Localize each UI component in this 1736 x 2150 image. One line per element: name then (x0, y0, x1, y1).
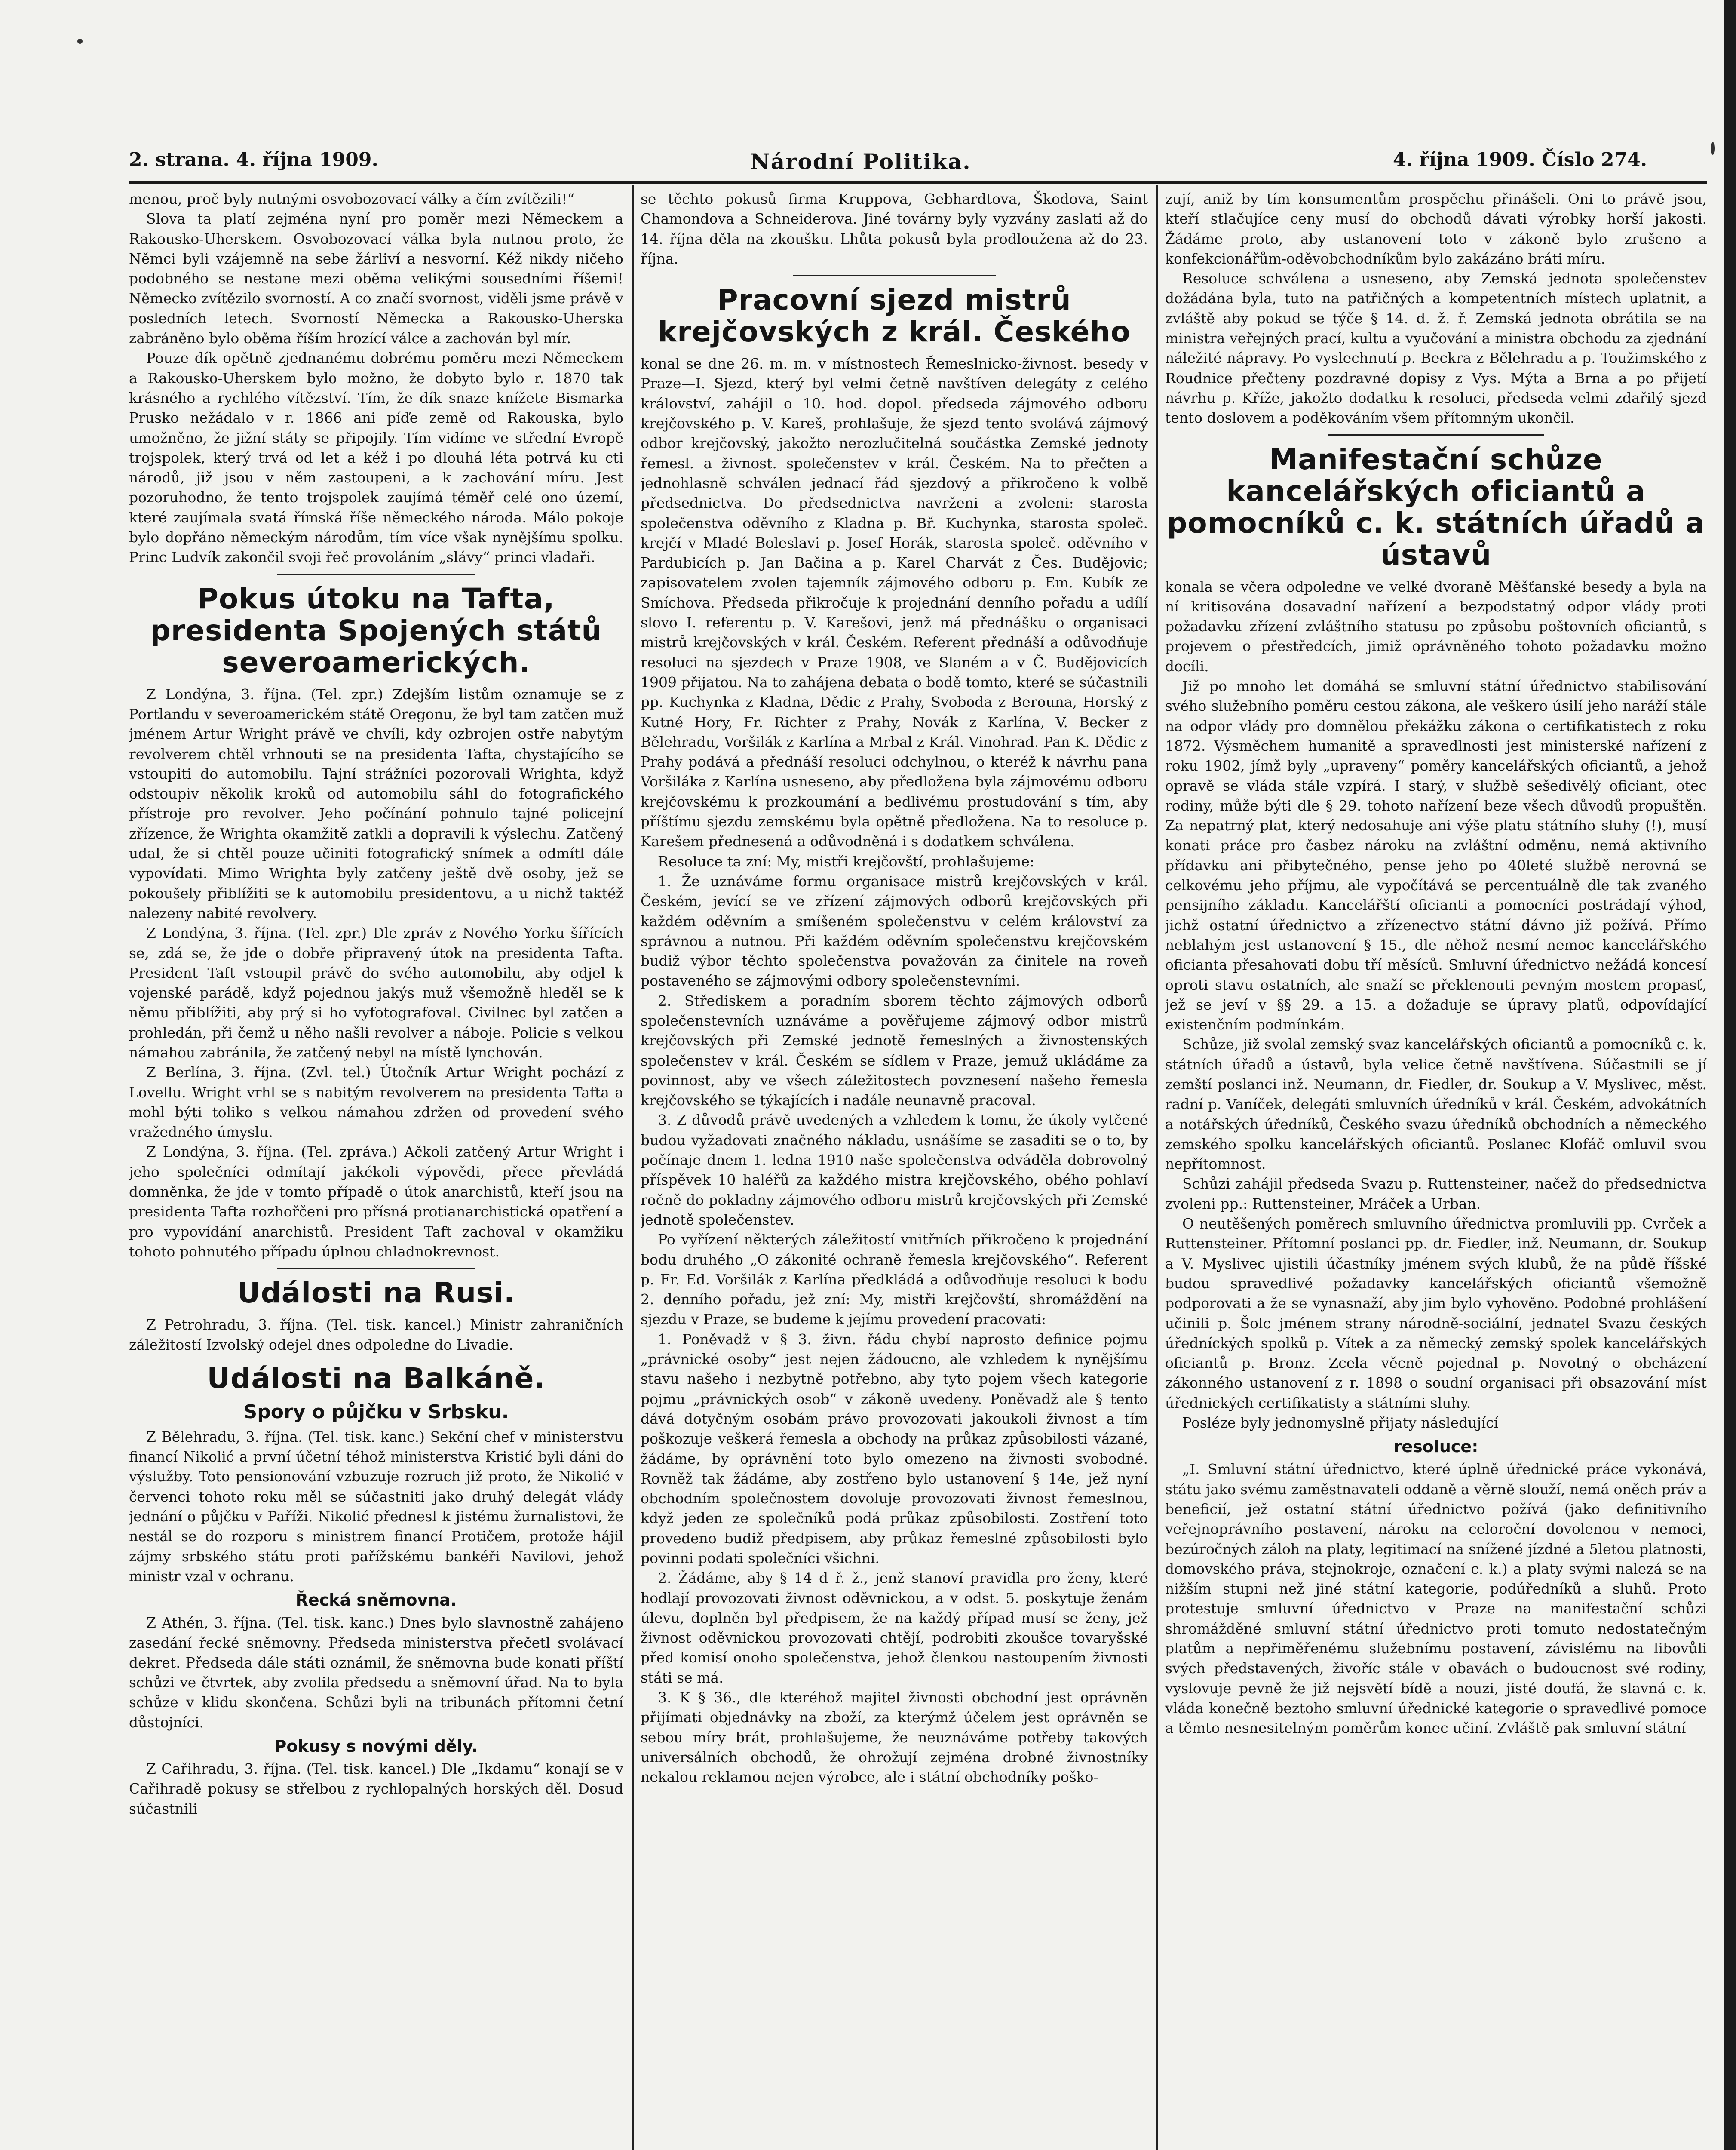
paragraph: Z Berlína, 3. října. (Zvl. tel.) Útočník Artur Wright pochází z Lovellu. Wright vrhl se s nabitým revolverem na presidenta Tafta a mohl býti toliko s velkou námahou zdržen od provedení svého vražedného úmyslu. (129, 1064, 623, 1141)
paragraph: Resoluce ta zní: My, mistři krejčovští, prohlašujeme: (658, 853, 1034, 870)
column-2 (641, 189, 1148, 2150)
header-date-right: 4. října 1909. Číslo 274. (1393, 149, 1647, 171)
column-3 (1165, 189, 1707, 2150)
ink-speck (77, 39, 83, 44)
paragraph: 3. Z důvodů právě uvedených a vzhledem k tomu, že úkoly vytčené budou vyžadovati značného nákladu, usnášíme se zasaditi se o to, by počínaje dnem 1. ledna 1910 naše společenstva odváděla dobrovolný příspěvek 10 haléřů za každého mistra krejčovského, obého pohlaví ročně do pokladny zájmového odboru mistrů krejčovských při Zemské jednotě společenstev. (641, 1112, 1148, 1228)
subheadline-cannon-tests: Pokusy s novými děly. (274, 1737, 478, 1756)
headline-balkan: Události na Balkáně. (207, 1361, 546, 1395)
paragraph: Již po mnoho let domáhá se smluvní státní úřednictvo stabilisování svého služebního poměru cestou zákona, ale veškero úsilí jeho naráží stále na odpor vlády pro domnělou překážku zákona o certifikatistech z roku 1872. Výsměchem humanitě a spravedlnosti jest ministerské nařízení z roku 1902, jímž byly „upraveny“ poměry kancelářských oficiantů, a jehož opravě se vláda stále vzpírá. I starý, v službě sešedivělý oficiant, otec rodiny, může býti dle § 29. tohoto nařízení beze všech důvodů propuštěn. Za nepatrný plat, který nedosahuje ani výše platu státního sluhy (!), musí konati práce pro časbez nároku na zvláštní odměnu, nemá aktivního přídavku ani přibytečného, pense jeho po 40leté službě nerovná se celkovému jeho příjmu, ale vypočítává se percentuálně dle tak zvaného pensijního základu. Kancelářští oficianti a pomocníci postrádají výhod, jichž ostatní úřednictvo a zřízenectvo státní dávno již požívá. Přímo neblahým jest ustanovení § 15., dle něhož nesmí nemoc kancelářského oficianta přesahovati dobu tří měsíců. Smluvní úřednictvo nežádá koncesí oproti stavu ostatních, ale snaží se překlenouti pevným mostem propasť, jež se jeví v §§ 29. a 15. a dožaduje se úpravy platů, odpovídající existenčním podmínkám. (1165, 678, 1707, 1033)
section-divider (277, 1268, 475, 1269)
paragraph: O neutěšených poměrech smluvního úřednictva promluvili pp. Cvrček a Ruttensteiner. Přítomní poslanci pp. dr. Fiedler, inž. Neumann, dr. Soukup a V. Myslivec ujistili účastníky jménem svých klubů, že na půdě říšské budou spravedlivé požadavky kancelářských oficiantů všemožně podporovati a že se vynasnaží, aby jim bylo vyhověno. Podobné prohlášení učinili p. Šolc jménem strany národně-sociální, jednatel Svazu českých úředníckých spolků p. Vítek a za německý zemský spolek kancelářských oficiantů p. Bronz. Zcela věcně pojednal p. Novotný o obcházení zákonného ustanovení z r. 1898 o soudní organisaci při obsazování míst úřednických certifikatisty a státními sluhy. (1165, 1215, 1707, 1411)
column-rule (632, 185, 634, 2150)
paragraph: Resoluce schválena a usneseno, aby Zemská jednota společenstev dožádána byla, tuto na patřičných a kompetentních místech uplatnit, a zvláště aby pokud se týče § 14. d. ž. ř. Zemská jednota obrátila se na ministra veřejných prací, kultu a vyučování a ministra obchodu za zjednání náležité nápravy. Po vyslechnutí p. Beckra z Bělehradu a p. Toužimského z Roudnice přečteny pozdravné dopisy z Vys. Mýta a Brna a po přijetí návrhu p. Kříže, jakožto dodatku k resoluci, předseda velmi zdařilý sjezd tento doslovem a poděkováním všem přítomným ukončil. (1165, 270, 1707, 427)
subheadline-resolutions: resoluce: (1393, 1437, 1478, 1456)
paragraph: 1. Že uznáváme formu organisace mistrů krejčovských v král. Českém, jevící se ve zřízení zájmových odborů krejčovských při každém oděvním a smíšeném společenstvu v celém království za správnou a nutnou. Při každém oděvním společenstvu krejčovském budiž výbor těchto společenstva považován za činitele na roveň postaveného se zájmovými odbory společenstevními. (641, 872, 1148, 989)
paragraph: Z Petrohradu, 3. října. (Tel. tisk. kancel.) Ministr zahraničních záležitostí Izvolský odejel dnes odpoledne do Livadie. (129, 1316, 623, 1353)
section-divider (277, 574, 475, 575)
paragraph: Z Londýna, 3. října. (Tel. zpr.) Dle zpráv z Nového Yorku šířících se, zdá se, že jde o dobře připravený útok na presidenta Tafta. President Taft vstoupil právě do svého automobilu, aby odjel k vojenské parádě, když pojednou jakýs muž všemožně hleděl se k němu přiblížiti, aby prý si ho vyfotografoval. Civilnec byl zatčen a prohledán, při čemž u něho našli revolver a náboje. Policie s velkou námahou zabránila, že zatčený nebyl na místě lynchován. (129, 924, 623, 1061)
paragraph: zují, aniž by tím konsumentům prospěchu přinášeli. Oni to právě jsou, kteří stlačujíce ceny musí do obchodů dávati výrobky horší jakosti. Žádáme proto, aby ustanovení toto v zákoně bylo zrušeno a konfekcionářům-oděvobchodníkům bylo zakázáno bráti míru. (1165, 190, 1707, 267)
paragraph: 3. K § 36., dle kteréhož majitel živnosti obchodní jest oprávněn přijímati objednávky na zboží, za kterýmž účelem jest oprávněn se sebou míry brát, prohlašujeme, že neuznáváme potřeby takových universálních obchodů, že ohrožují zejména drobné živnostníky nekalou reklamou nejen výrobce, ale i státní obchodníky poško- (641, 1689, 1148, 1786)
scan-edge (1724, 0, 1736, 2150)
headline-clerks-meeting: Manifestační schůze kancelářských oficiantů a pomocníků c. k. státních úřadů a ústavů (1167, 442, 1705, 571)
paragraph: konala se včera odpoledne ve velké dvoraně Měšťanské besedy a byla na ní kritisována dosavadní nařízení a bezpodstatný odpor vlády proti požadavku zřízení zvláštního statusu po způsobu poštovních oficiantů, s projevem o přestředcích, jimiž oprávněného tohoto požadavku možno docíli. (1165, 578, 1707, 675)
paragraph: konal se dne 26. m. m. v místnostech Řemeslnicko-živnost. besedy v Praze—I. Sjezd, který byl velmi četně navštíven delegáty z celého království, zahájil o 10. hod. dopol. předseda zájmového odboru krejčovského p. V. Kareš, prohlašuje, že sjezd tento svolává zájmový odbor krejčovský, jakožto nerozlučitelná součástka Zemské jednoty řemesl. a živnost. společenstev v král. Českém. Na to přečten a jednohlasně schválen jednací řád sjezdový a přikročeno k volbě předsednictva. Do předsednictva navrženi a zvoleni: starosta společenstva oděvního z Kladna p. Bř. Kuchynka, starosta společ. krejčí v Mladé Boleslavi p. Josef Horák, starosta společ. oděvního v Pardubicích p. Jan Bačina a p. Karel Charvát z Čes. Budějovic; zapisovatelem zvolen tajemník zájmového odboru p. Em. Kubík ze Smíchova. Předseda přikročuje k projednání denního pořadu a udílí slovo I. referentu p. V. Karešovi, jenž má přednášku o organisaci mistrů krejčovských v král. Českém. Referent přednáší a odůvodňuje resoluci na sjezdech v Praze 1908, ve Slaném a v Č. Budějovicích 1909 přijatou. Na to zahájena debata o bodě tomto, které se súčastnili pp. Kuchynka z Kladna, Dědic z Prahy, Svoboda z Berouna, Horský z Kutné Hory, Fr. Richter z Prahy, Novák z Karlína, V. Becker z Bělehradu, Voršilák z Karlína a Mrbal z Král. Vinohrad. Pan K. Dědic z Prahy podává a přednáší resoluci odchylnou, o kteréž k návrhu pana Voršiláka z Karlína usneseno, aby předložena byla zájmovému odboru krejčovskému k prozkoumání a bedlivému prostudování s tím, aby příštímu sjezdu zemskému byla opětně předložena. Na to resoluce p. Karešem přednesená a odůvodněná i s dodatkem schválena. (641, 355, 1148, 850)
paragraph: Po vyřízení některých záležitostí vnitřních přikročeno k projednání bodu druhého „O zákonité ochraně řemesla krejčovského“. Referent p. Fr. Ed. Voršilák z Karlína předkládá a odůvodňuje resoluci k bodu 2. denního pořadu, jež zní: My, mistři krejčovští, shromáždění na sjezdu v Praze, se budeme k jejímu provedení pracovati: (641, 1231, 1148, 1328)
paragraph: Z Londýna, 3. října. (Tel. zpráva.) Ačkoli zatčený Artur Wright i jeho společníci odmítají jakékoli výpovědi, přece převládá domněnka, že jde v tomto případě o útok anarchistů, kteří jsou na presidenta Tafta rozhořčeni pro přísná protianarchistická opatření a pro vypovídání anarchistů. President Taft zachoval v okamžiku tohoto pohnutého případu úplnou chladnokrevnost. (129, 1143, 623, 1260)
paragraph: Schůze, již svolal zemský svaz kancelářských oficiantů a pomocníků c. k. státních úřadů a ústavů, byla velice četně navštívena. Súčastnili se jí zemští poslanci inž. Neumann, dr. Fiedler, dr. Soukup a V. Myslivec, měst. radní p. Vaníček, delegáti smluvních úředníků v král. Českém, advokátních a notářských úředníků, Českého svazu úředníků obchodních a německého zemského spolku kancelářských oficiantů. Poslanec Klofáč omluvil svou nepřítomnost. (1165, 1036, 1707, 1173)
paragraph: Pouze dík opětně zjednanému dobrému poměru mezi Německem a Rakousko-Uherskem bylo možno, že dobyto bylo r. 1870 tak krásného a rychlého vítězství. Tím, že dík snaze knížete Bismarka Prusko nežádalo v r. 1866 ani píďe země od Rakouska, bylo umožněno, že jižní státy se připojily. Tím vidíme ve střední Evropě trojspolek, který trvá od let a kéž i po dlouhá léta potrvá ku cti národů, již jsou v něm zastoupeni, a k zachování míru. Jest pozoruhodno, že tento trojspolek zaujímá téměř celé ono území, které zaujímala svatá římská říše německého národa. Málo pokoje bylo dopřáno německým národům, tím více však nynějšímu spolku. Princ Ludvík zakončil svoji řeč provoláním „slávy“ princi vladaři. (129, 350, 623, 566)
paragraph: menou, proč byly nutnými osvobozovací války a čím zvítězili!“ (129, 190, 575, 207)
ink-speck (1711, 142, 1715, 155)
paragraph: Schůzi zahájil předseda Svazu p. Ruttensteiner, načež do předsednictva zvoleni pp.: Ruttensteiner, Mráček a Urban. (1165, 1175, 1707, 1212)
headline-tailors-congress: Pracovní sjezd mistrů krejčovských z král. Českého (658, 283, 1131, 349)
paragraph: Z Cařihradu, 3. října. (Tel. tisk. kancel.) Dle „Ikdamu“ konají se v Cařihradě pokusy se střelbou z rychlopalných horských děl. Dosud súčastnili (129, 1760, 623, 1817)
section-divider (793, 275, 996, 276)
paragraph: Z Athén, 3. října. (Tel. tisk. kanc.) Dnes bylo slavnostně zahájeno zasedání řecké sněmovny. Předseda ministerstva přečetl svolávací dekret. Předseda dále státi oznámil, že sněmovna bude konati příští schůzi ve čtvrtek, aby zvolila předsedu a sněmovní úřad. Na to byla schůze v klidu skončena. Schůzi byli na tribunách přítomni četní důstojníci. (129, 1614, 623, 1731)
paragraph: Z Bělehradu, 3. října. (Tel. tisk. kanc.) Sekční chef v ministerstvu financí Nikolić a první účetní téhož ministerstva Kristić byli dáni do výslužby. Toto pensionování vzbuzuje rozruch již proto, že Nikolić v červenci tohoto roku měl se súčastniti jako druhý delegát vlády jednání o půjčku v Paříži. Nikolić přednesl k jistému žurnalistovi, že nestál se do rozporu s ministrem financí Protičem, protože hájil zájmy srbského státu proti pařížskému bankéři Navilovi, jehož ministr vzal v ochranu. (129, 1428, 623, 1585)
paragraph: Slova ta platí zejména nyní pro poměr mezi Německem a Rakousko-Uherskem. Osvobozovací válka byla nutnou proto, že Němci byli vzájemně na sebe žárliví a nesvorní. Kéž nikdy ničeho podobného se nestane mezi oběma velikými sousedními říšemi! Německo zvítězilo svorností. A co značí svornost, viděli jsme právě v posledních letech. Svorností Německa a Rakousko-Uherska zabráněno bylo oběma říším hrozící válce a zachován byl mír. (129, 210, 623, 347)
header-date-left: 2. strana. 4. října 1909. (129, 149, 378, 171)
paragraph: 2. Střediskem a poradním sborem těchto zájmových odborů společenstevních uznáváme a pověřujeme zájmový odbor mistrů krejčovských při Zemské jednotě řemeslných a živnostenských společenstev v král. Českém se sídlem v Praze, jemuž ukládáme za povinnost, aby ve všech záležitostech povznesení našeho řemesla krejčovského se týkajících i nadále neunavně pracoval. (641, 992, 1148, 1109)
column-rule (1156, 185, 1158, 2150)
paragraph: Posléze byly jednomyslně přijaty následující (1182, 1414, 1499, 1431)
headline-russia: Události na Rusi. (237, 1276, 515, 1310)
subheadline-greek-parliament: Řecká sněmovna. (295, 1591, 457, 1610)
paragraph: Z Londýna, 3. října. (Tel. zpr.) Zdejším listům oznamuje se z Portlandu v severoamerickém státě Oregonu, že byl tam zatčen muž jménem Artur Wright právě ve chvíli, kdy ozbrojen ostře nabytým revolverem chtěl vrhnouti se na presidenta Tafta, chystajícího se vstoupiti do automobilu. Tajní strážníci pozorovali Wrighta, když odstoupiv několik kroků od automobilu sáhl do fotografického přístroje pro revolver. Jeho počínání pohnulo tajné policejní zřízence, že Wrighta okamžitě zatkli a dopravili k výslechu. Zatčený udal, že si chtěl pouze učiniti fotografický snímek a odmítl dále vypovídati. Mimo Wrighta byly zatčeny ještě dvě osoby, jež se pokoušely přiblížiti se k automobilu presidentovu, a u nichž taktéž nalezeny nabité revolvery. (129, 685, 623, 921)
paragraph: se těchto pokusů firma Kruppova, Gebhardtova, Škodova, Saint Chamondova a Schneiderova. Jiné továrny byly vyzvány zaslati až do 14. října děla na zkoušku. Lhůta pokusů byla prodloužena až do 23. října. (641, 190, 1148, 267)
section-divider (1328, 434, 1544, 436)
paragraph: 2. Žádáme, aby § 14 d ř. ž., jenž stanoví pravidla pro ženy, které hodlají provozovati živnost oděvnickou, a v odst. 5. poskytuje ženám úlevu, doplněn byl předpisem, že na každý případ musí se ženy, jež živnost oděvnickou provozovati chtějí, podrobiti zkoušce tovaryšské před komisí onoho společenstva, jehož členkou nastoupením živnosti státi se má. (641, 1570, 1148, 1686)
column-1 (129, 189, 623, 2150)
paragraph: 1. Poněvadž v § 3. živn. řádu chybí naprosto definice pojmu „právnické osoby“ jest nejen žádoucno, ale vzhledem k nynějšímu stavu našeho i nezbytně potřebno, aby tyto pojem všech kategorie pojmu „právnických osob“ v zákoně uvedeny. Poněvadž ale § tento dává dotyčným osobám právo provozovati jakoukoli živnost a tím poškozuje veškerá řemesla a obchody na průkaz způsobilosti vázané, žádáme, by oprávnění toto bylo omezeno na živnosti svobodné. Rovněž tak žádáme, aby zostřeno bylo ustanovení § 14e, jež nyní obchodním společnostem dovoluje provozovati živnost řemeslnou, když jeden ze společníků podá průkaz způsobilosti. Zostření toto provedeno budiž předpisem, aby průkaz řemeslné způsobilosti bylo povinni podati společníci všichni. (641, 1330, 1148, 1566)
newspaper-title: Národní Politika. (750, 149, 971, 174)
paragraph: „I. Smluvní státní úřednictvo, které úplně úřednické práce vykonává, státu jako svému zaměstnavateli oddaně a věrně slouží, nemá oněch práv a beneficií, jež ostatní státní úřednictvo požívá (jako definitivního veřejnoprávního postavení, nároku na celoroční dovolenou v nemoci, bezúročných záloh na platy, legitimací na snížené jízdné a 5letou platnosti, domovského práva, stejnokroje, označení c. k.) a platy svými nalezá se na nižším stupni než jiné státní kategorie, podúředníků a sluhů. Proto protestuje smluvní úřednictvo v Praze na manifestační schůzi shromážděné smluvní státní úřednictvo proti tomuto nedostatečným platům a nepřiměřenému služebnímu postavení, závislému na libovůli svých představených, živoříc stále v obavách o budoucnost své rodiny, vyslovuje pevně že již nejsvětí bídě a nouzi, jisté doufá, že slavná c. k. vláda konečně beztoho smluvní úřednické kategorie o spravedlivé pomoce a těmto nesnesitelným poměrům konec učiní. Zvláště pak smluvní státní (1165, 1461, 1707, 1737)
header-rule (129, 181, 1707, 184)
headline-taft: Pokus útoku na Tafta, presidenta Spojených států severoamerických. (150, 582, 602, 679)
subheadline-serbia-loan: Spory o půjčku v Srbsku. (243, 1401, 509, 1423)
page-header (129, 145, 1707, 180)
